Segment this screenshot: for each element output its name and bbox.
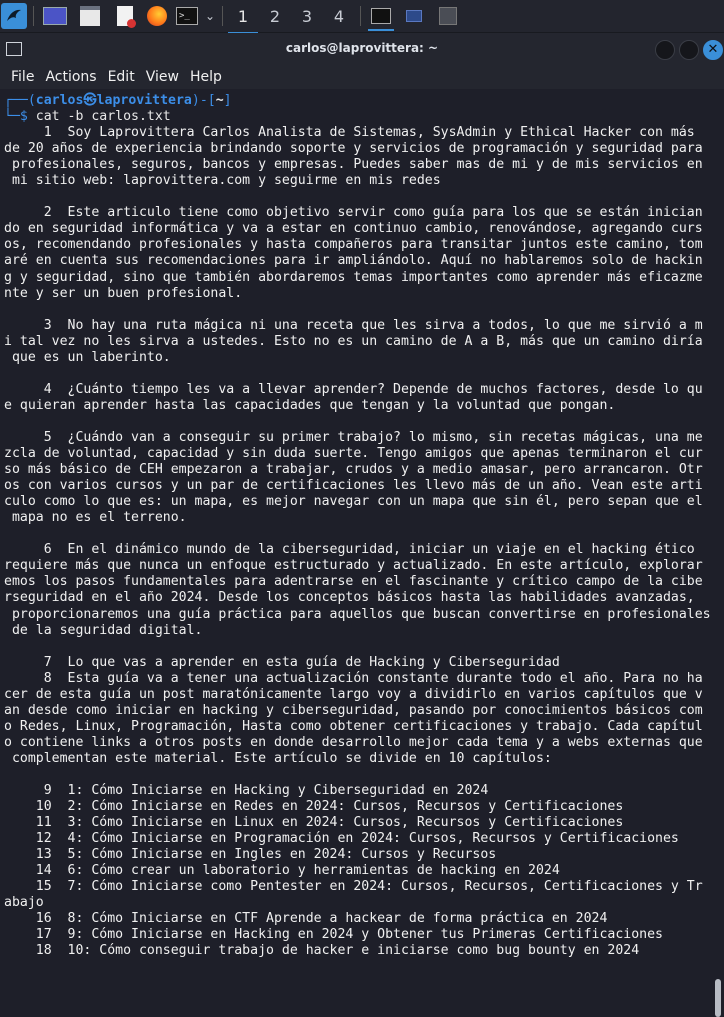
prompt-corner-bottom: └─$ [4,109,36,125]
terminal-area[interactable] [0,89,724,977]
prompt-corner-top: ┌──( [4,93,36,108]
output-line: os, recomendando profesionales y hasta compañeros para transitar juntos este camino, tom [4,237,703,253]
kali-dragon-icon[interactable] [1,3,27,29]
output-line: nte y ser un buen profesional. [4,285,243,301]
output-line: 7 Lo que vas a aprender en esta guía de Hacking y Ciberseguridad [4,654,560,670]
output-line: o contiene links a otros posts en donde desarrollo mejor cada tema y a webs externas que [4,734,703,750]
workspace-3[interactable]: 3 [301,6,313,26]
menu-file[interactable]: File [11,69,35,85]
command-text: cat -b carlos.txt [35,109,171,125]
output-line: proporcionaremos una guía práctica para aquellos que buscan convertirse en profesionales [4,606,711,622]
output-line: culo como lo que es: un mapa, es mejor navegar con un mapa que sin él, pero sepan que el [4,494,703,510]
output-line: complementan este material. Este artículo se divide en 10 capítulos: [4,750,552,766]
output-line: g y seguridad, sino que también abordaremos temas importantes como aprender más eficazme [4,269,703,285]
output-line: 15 7: Cómo Iniciarse como Pentester en 2024: Cursos, Recursos, Certificaciones y Tr [4,879,703,895]
output-line: do en seguridad informática y va a estar en continuo cambio, renovándose, agregando curs [4,221,703,237]
menu-edit[interactable]: Edit [107,69,135,85]
output-line: 3 No hay una ruta mágica ni una receta que les sirva a todos, lo que me sirvió a m [4,317,703,333]
output-line: 11 3: Cómo Iniciarse en Linux en 2024: Cursos, Recursos y Certificaciones [4,815,624,831]
command-output [4,125,711,958]
minimize-button[interactable] [655,40,675,60]
maximize-button[interactable] [679,40,699,60]
output-line: 4 ¿Cuánto tiempo les va a llevar aprender? Depende de muchos factores, desde lo qu [4,381,703,397]
workspace-4[interactable]: 4 [333,6,345,26]
desktop-icon[interactable] [43,4,67,28]
chevron-down-icon[interactable]: ⌄ [204,9,216,23]
prompt-user: carlos [35,93,84,108]
output-line: 1 Soy Laprovittera Carlos Analista de Sistemas, SysAdmin y Ethical Hacker con más [4,125,695,141]
terminal-task-icon[interactable] [368,3,394,31]
workspace-1[interactable]: 1 [228,0,258,34]
output-line: 18 10: Cómo conseguir trabajo de hacker e iniciarse como bug bounty en 2024 [4,943,640,959]
output-line: 12 4: Cómo Iniciarse en Programación en 2024: Cursos, Recursos y Certificaciones [4,831,679,847]
output-line: i tal vez no les sirva a ustedes. Esto no es un camino de A a B, más que un camino diría [4,333,703,349]
output-line: abajo [4,895,44,911]
output-line: 8 Esta guía va a tener una actualización constante durante todo el año. Para no ha [4,670,703,686]
output-line: an desde como iniciar en hacking y ciberseguridad, pasando por conocimientos básicos com [4,702,703,718]
output-line: 6 En el dinámico mundo de la ciberseguridad, iniciar un viaje en el hacking ético [4,542,695,558]
output-line: 16 8: Cómo Iniciarse en CTF Aprende a hackear de forma práctica en 2024 [4,911,608,927]
output-line: 10 2: Cómo Iniciarse en Redes en 2024: Cursos, Recursos y Certificaciones [4,799,624,815]
workspace-2[interactable]: 2 [269,6,281,26]
output-line: rseguridad en el año 2024. Desde los conceptos básicos hasta las habilidades avanzadas, [4,590,695,606]
output-line: cer de esta guía un post maratónicamente largo voy a dividirlo en varios capítulos que v [4,686,703,702]
output-line: aré en cuenta sus recomendaciones para ir ampliándolo. Aquí no hablaremos solo de hackin [4,253,703,269]
output-line: o Redes, Linux, Programación, Hasta como obtener certificaciones y trabajo. Cada capítul [4,718,703,734]
output-line: de la seguridad digital. [4,622,203,638]
menu-view[interactable]: View [145,69,179,85]
firefox-icon[interactable] [145,4,169,28]
output-line: profesionales, seguros, bancos y empresas. Puedes saber mas de mi y de mis servicios en [4,157,703,173]
output-line: 17 9: Cómo Iniciarse en Hacking en 2024 y Obtener tus Primeras Certificaciones [4,927,663,943]
output-line: de 20 años de experiencia brindando soporte y servicios de programación y seguridad para [4,141,703,157]
taskbar [0,0,724,33]
window-task-icon[interactable] [402,4,426,28]
output-line: e quieran aprender hasta las capacidades que tengan y la voluntad que pongan. [4,397,616,413]
menu-help[interactable]: Help [189,69,222,85]
close-button[interactable]: ✕ [703,40,723,60]
prompt-close: ] [223,93,232,108]
terminal-icon[interactable]: >_ [174,4,200,28]
output-line: so más básico de CEH empezaron a trabajar, crudos y a medio amasar, pero arrancaron. Otr [4,462,703,478]
output-line: emos los pasos fundamentales para adentrarse en el fascinante y crítico campo de la cibe [4,574,703,590]
file-manager-icon[interactable] [78,4,102,28]
prompt-at-icon: ㉿ [83,93,97,108]
taskbar-divider [222,6,223,26]
scrollbar-thumb[interactable] [715,979,721,1017]
output-line: 9 1: Cómo Iniciarse en Hacking y Ciberseguridad en 2024 [4,783,489,799]
window-titlebar [0,33,724,65]
output-line: 2 Este articulo tiene como objetivo servir como guía para los que se están inician [4,205,703,221]
menu-bar [0,65,724,89]
taskbar-divider [360,6,361,26]
output-line: 5 ¿Cuándo van a conseguir su primer trabajo? lo mismo, sin recetas mágicas, una me [4,429,703,445]
output-line: zcla de voluntad, capacidad y sin duda suerte. Tengo amigos que apenas terminaron el cur [4,446,703,462]
output-line: mi sitio web: laprovittera.com y seguirme en mis redes [4,173,441,189]
prompt-host: laprovittera [96,93,192,108]
output-line: mapa no es el terreno. [4,510,187,526]
output-line: requiere más que nunca un enfoque estructurado y actualizado. En este artículo, explorar [4,558,703,574]
app-task-icon[interactable] [436,4,460,28]
output-line: 14 6: Cómo crear un laboratorio y herramientas de hacking en 2024 [4,863,560,879]
prompt-dir: ~ [215,93,224,108]
text-editor-icon[interactable] [113,4,137,28]
terminal-text [4,93,711,960]
taskbar-divider [33,6,34,26]
output-line: os con varios cursos y un par de certificaciones les llevo más de un año. Vean este arti [4,478,703,494]
window-title: carlos@laprovittera: ~ [285,41,439,55]
output-line: 13 5: Cómo Iniciarse en Ingles en 2024: Cursos y Recursos [4,847,497,863]
output-line: que es un laberinto. [4,349,171,365]
prompt-sep: )-[ [191,93,216,108]
menu-actions[interactable]: Actions [45,69,97,85]
